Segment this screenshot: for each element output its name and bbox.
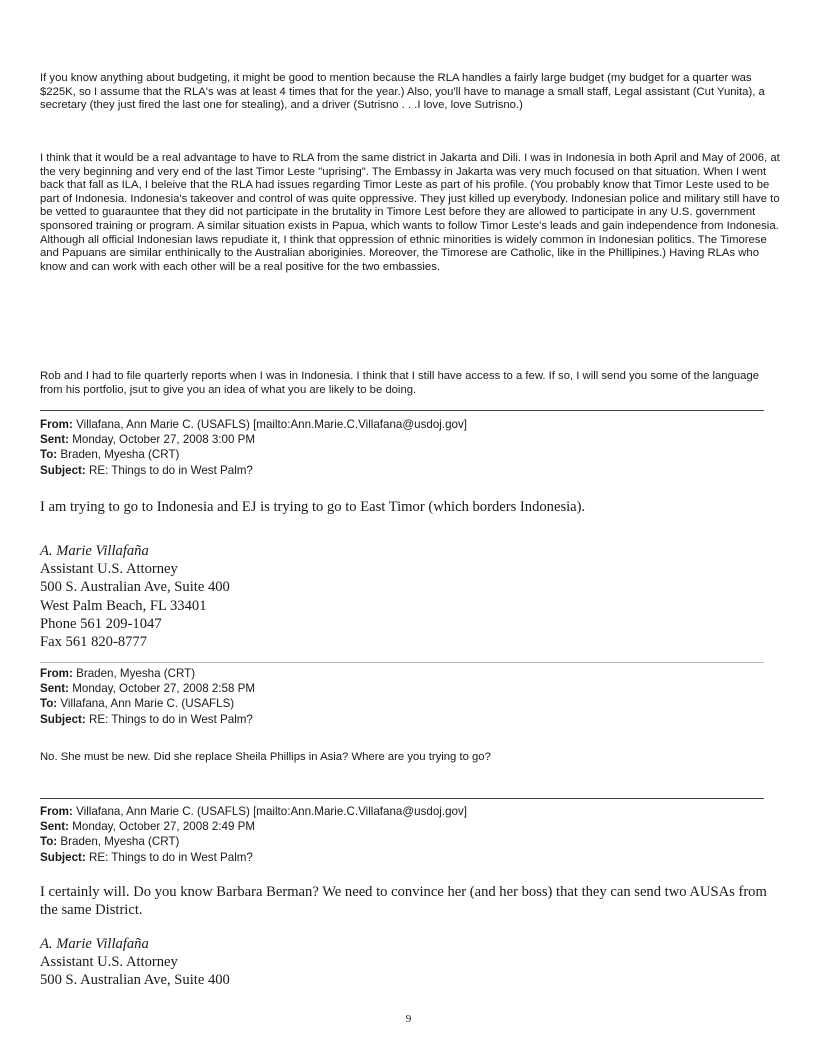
body-paragraph-budget: If you know anything about budgeting, it might be good to mention because the RLA handles a fairly large budget (my budget for a quarter was $225K, so I assume that the RLA's was at least 4 times that for the year.) Also, you'll have to manage a small staff, Legal assistant (Cut Yunita), a secretary (they just fired the last one for stealing), and a driver (Sutrisno . . .I love, love Sutrisno.) xyxy=(40,72,765,112)
signature-address: 500 S. Australian Ave, Suite 400 xyxy=(40,972,230,989)
signature-address: 500 S. Australian Ave, Suite 400 xyxy=(40,579,230,596)
body-paragraph-rla-advantage: I think that it would be a real advantage to have to RLA from the same district in Jakarta and Dili. I was in Indonesia in both April and May of 2006, at the very beginning and very end of the last Timor Leste "uprising". The Embassy in Jakarta was very much focused on that situation. When I went back that fall as ILA, I beleive that the RLA had issues regarding Timor Leste as part of his profile. (You probably know that Timor Leste used to be part of Indonesia. Indonesia's takeover and control of was quite oppressive. They just killed up everybody. Indonesian police and military still have to be vetted to guarauntee that they did not participate in the brutality in Timore Lest before they are allowed to participate in any U.S. government sponsored training or program. A similar situation exists in Papua, which wants to follow Timor Leste's leads and gain independence from Indonesia. Although all official Indonesian laws repudiate it, I think that oppression of ethnic minorities is widely common in Indonesian politics. The Timorese and Papuans are similar enthinically to the Australian aboriginies. Moreover, the Timorese are Catholic, like in the Phillipines.) Having RLAs who know and can work with each other will be a real positive for the two embassies. xyxy=(40,152,780,273)
subject-line: Subject: RE: Things to do in West Palm? xyxy=(40,712,253,726)
signature-block xyxy=(40,542,780,651)
sent-line: Sent: Monday, October 27, 2008 3:00 PM xyxy=(40,433,256,447)
email-header xyxy=(40,666,780,727)
signature-fax: Fax 561 820-8777 xyxy=(40,634,148,651)
email-divider xyxy=(40,410,764,411)
to-line: To: Braden, Myesha (CRT) xyxy=(40,448,180,462)
signature-title: Assistant U.S. Attorney xyxy=(40,954,178,971)
to-line: To: Braden, Myesha (CRT) xyxy=(40,835,180,849)
to-line: To: Villafana, Ann Marie C. (USAFLS) xyxy=(40,697,235,711)
email-divider xyxy=(40,662,764,663)
from-line: From: Braden, Myesha (CRT) xyxy=(40,667,196,680)
signature-phone: Phone 561 209-1047 xyxy=(40,615,162,632)
subject-line: Subject: RE: Things to do in West Palm? xyxy=(40,463,253,477)
signature-name: A. Marie Villafaña xyxy=(40,543,149,559)
email-divider xyxy=(40,798,764,799)
from-line: From: Villafana, Ann Marie C. (USAFLS) [mailto:Ann.Marie.C.Villafana@usdoj.gov] xyxy=(40,418,467,431)
signature-name: A. Marie Villafaña xyxy=(40,936,149,952)
subject-line: Subject: RE: Things to do in West Palm? xyxy=(40,850,253,864)
email-body: I certainly will. Do you know Barbara Berman? We need to convince her (and her boss) that they can send two AUSAs from the same District. xyxy=(40,884,767,919)
email-header xyxy=(40,804,780,865)
body-paragraph-quarterly-reports: Rob and I had to file quarterly reports when I was in Indonesia. I think that I still have access to a few. If so, I will send you some of the language from his portfolio, jsut to give you an idea of what you are likely to be doing. xyxy=(40,370,760,396)
sent-line: Sent: Monday, October 27, 2008 2:58 PM xyxy=(40,682,256,696)
email-header xyxy=(40,417,780,478)
page-number: 9 xyxy=(405,1013,412,1025)
sent-line: Sent: Monday, October 27, 2008 2:49 PM xyxy=(40,820,256,834)
email-body: No. She must be new. Did she replace Sheila Phillips in Asia? Where are you trying to go? xyxy=(40,751,491,763)
signature-block xyxy=(40,935,780,990)
signature-city: West Palm Beach, FL 33401 xyxy=(40,597,207,614)
email-body: I am trying to go to Indonesia and EJ is trying to go to East Timor (which borders Indonesia). xyxy=(40,499,586,515)
from-line: From: Villafana, Ann Marie C. (USAFLS) [mailto:Ann.Marie.C.Villafana@usdoj.gov] xyxy=(40,805,467,818)
signature-title: Assistant U.S. Attorney xyxy=(40,561,178,578)
